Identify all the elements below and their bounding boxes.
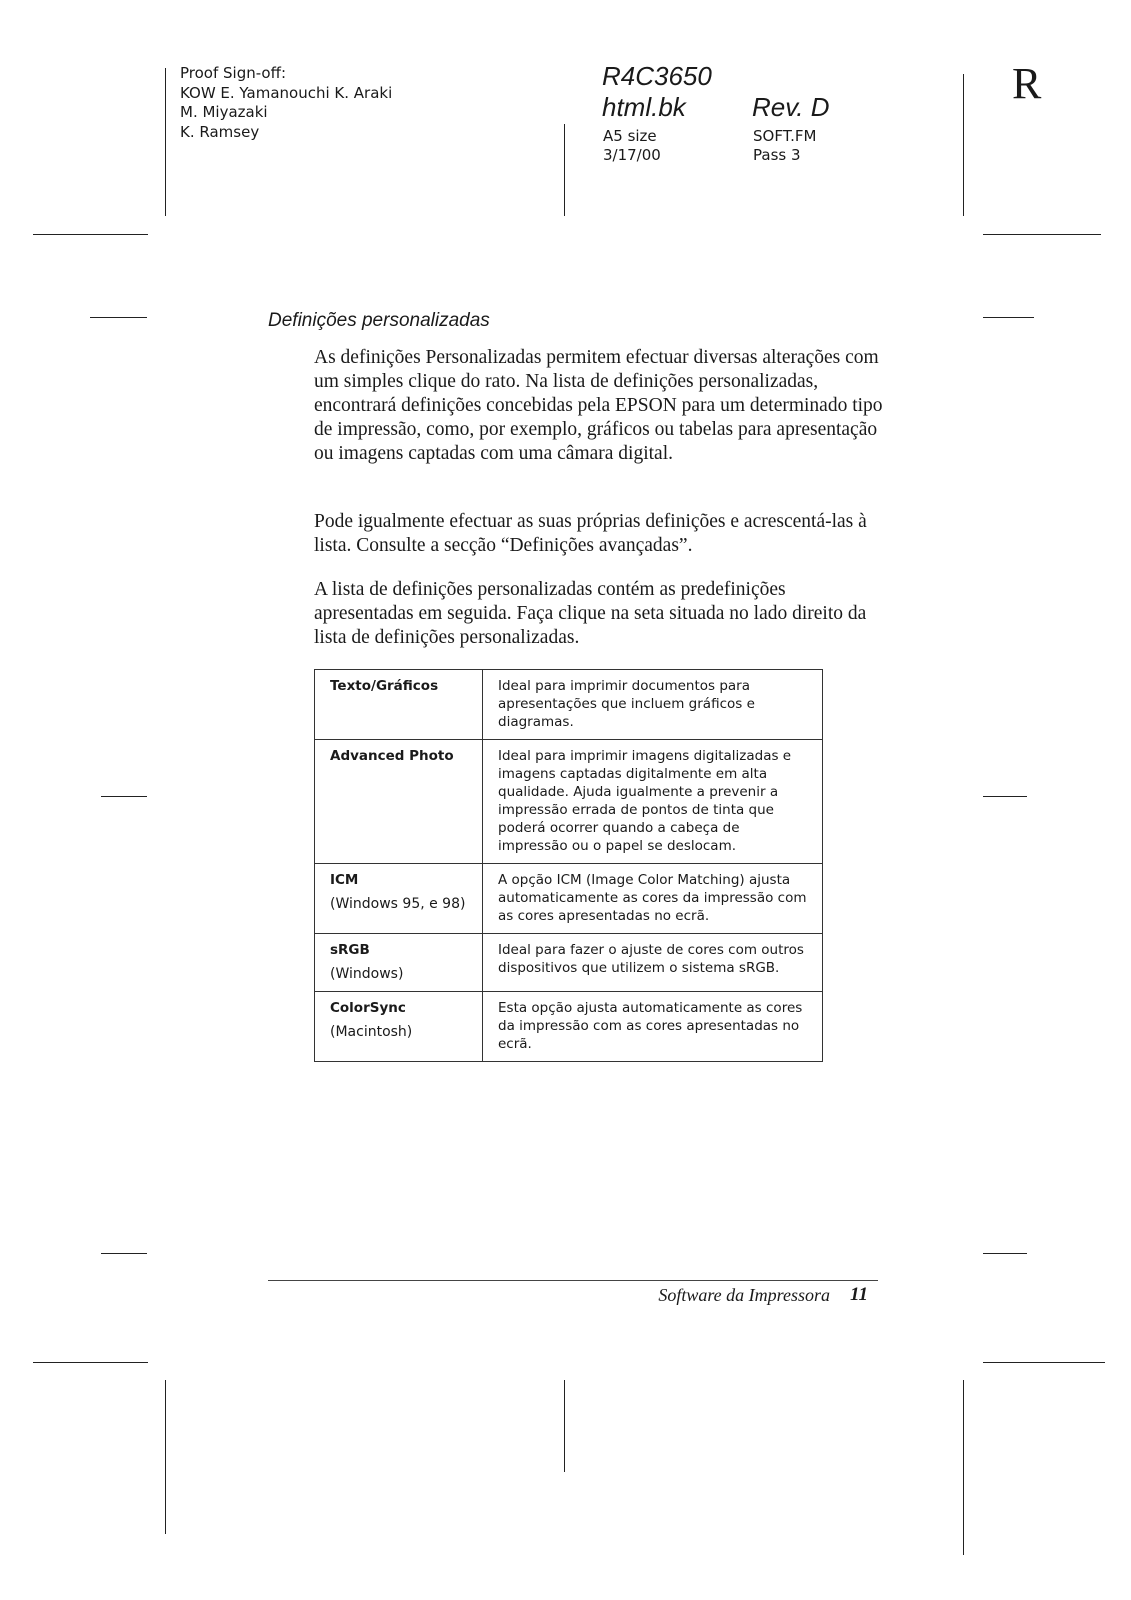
setting-description: Ideal para imprimir imagens digitalizadas e imagens captadas digitalmente em alta qualidade. Ajuda igualmente a prevenir a impressão errada de pontos de tinta que poderá ocorrer quando a cabeça de impressão ou o papel se deslocam. [498,748,792,854]
setting-desc-cell [483,670,823,740]
table-row [315,934,823,992]
crop-mark [33,234,148,235]
doc-date: 3/17/00 [603,146,661,164]
setting-platform: (Macintosh) [330,1024,413,1040]
proof-signoff [180,64,392,142]
crop-mark [963,74,964,216]
setting-name-cell [315,864,483,934]
proof-line: Proof Sign-off: [180,64,286,82]
crop-mark [983,1362,1105,1363]
crop-mark [165,68,166,216]
setting-name: sRGB [330,942,370,958]
crop-mark [101,796,147,797]
footer-rule [268,1280,878,1281]
setting-description: A opção ICM (Image Color Matching) ajusta automaticamente as cores da impressão com as cores apresentadas no ecrã. [498,872,807,924]
crop-mark [165,1380,166,1534]
crop-mark [101,1253,147,1254]
proof-line: K. Ramsey [180,122,260,141]
setting-description: Esta opção ajusta automaticamente as cores da impressão com as cores apresentadas no ecrã. [498,1000,803,1052]
crop-mark [963,1380,964,1555]
setting-name-cell [315,992,483,1062]
paragraph-text: As definições Personalizadas permitem efectuar diversas alterações com um simples clique do rato. Na lista de definições personalizadas, encontrará definições concebidas pela EPSON para um determinado tipo de impressão, como, por exemplo, gráficos ou tabelas para apresentação ou imagens captadas com uma câmara digital. [314,347,883,464]
setting-name: Texto/Gráficos [330,678,439,694]
paragraph [314,578,884,650]
setting-desc-cell [483,864,823,934]
doc-revision: Rev. D [752,92,830,122]
setting-name-cell [315,934,483,992]
doc-book: html.bk [602,92,686,122]
setting-description: Ideal para fazer o ajuste de cores com outros dispositivos que utilizem o sistema sRGB. [498,942,804,976]
paragraph [314,510,884,558]
crop-mark [564,124,565,216]
setting-name: Advanced Photo [330,748,454,764]
table-row [315,992,823,1062]
proof-line: KOW E. Yamanouchi K. Araki [180,83,393,102]
crop-mark [90,317,147,318]
setting-desc-cell [483,992,823,1062]
doc-size: A5 size [603,127,657,145]
setting-desc-cell [483,740,823,864]
paragraph-text: Pode igualmente efectuar as suas próprias definições e acrescentá-las à lista. Consulte a secção “Definições avançadas”. [314,511,867,556]
crop-mark [983,1253,1027,1254]
setting-name: ColorSync [330,1000,406,1016]
crop-mark [33,1362,148,1363]
doc-code: R4C3650 [602,61,712,91]
setting-name-cell [315,740,483,864]
section-heading: Definições personalizadas [268,310,490,331]
setting-name: ICM [330,872,359,888]
setting-desc-cell [483,934,823,992]
crop-mark [983,317,1034,318]
crop-mark [983,796,1027,797]
doc-file: SOFT.FM [753,127,817,145]
crop-mark [564,1380,565,1472]
footer-title: Software da Impressora [658,1285,830,1305]
table-row [315,864,823,934]
proof-line: M. Miyazaki [180,103,268,121]
crop-mark [983,234,1101,235]
table-row [315,740,823,864]
setting-name-cell [315,670,483,740]
setting-platform: (Windows 95, e 98) [330,896,466,912]
corner-letter: R [1012,59,1042,108]
paragraph [314,346,884,466]
setting-description: Ideal para imprimir documentos para apresentações que incluem gráficos e diagramas. [498,678,755,730]
paragraph-text: A lista de definições personalizadas contém as predefinições apresentadas em seguida. Faça clique na seta situada no lado direito da lista de definições personalizadas. [314,579,867,648]
doc-pass: Pass 3 [753,146,801,164]
custom-settings-table [314,669,823,1062]
page-number: 11 [850,1284,868,1305]
table-row [315,670,823,740]
setting-platform: (Windows) [330,966,404,982]
